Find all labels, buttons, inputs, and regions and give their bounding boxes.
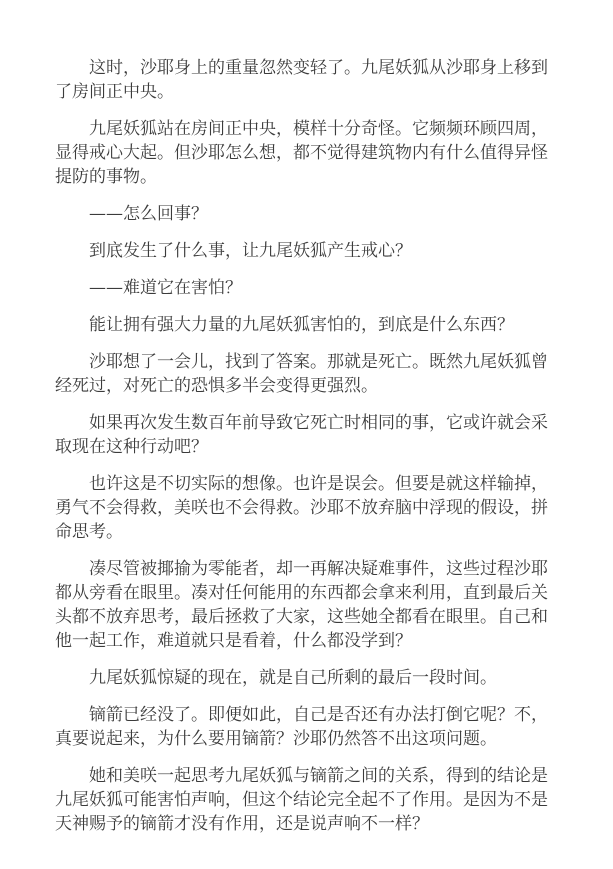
paragraph-1: 这时，沙耶身上的重量忽然变轻了。九尾妖狐从沙耶身上移到了房间正中央。 bbox=[55, 58, 548, 102]
paragraph-8: 如果再次发生数百年前导致它死亡时相同的事，它或许就会采取现在这种行动吧？ bbox=[55, 413, 548, 457]
paragraph-5: ——难道它在害怕？ bbox=[89, 278, 242, 298]
paragraph-9: 也许这是不切实际的想像。也许是误会。但要是就这样输掉，勇气不会得救，美咲也不会得救。沙耶不放弃脑中浮现的假设，拼命思考。 bbox=[55, 474, 548, 542]
paragraph-11: 九尾妖狐惊疑的现在，就是自己所剩的最后一段时间。 bbox=[89, 668, 497, 688]
paragraph-6: 能让拥有强大力量的九尾妖狐害怕的，到底是什么东西？ bbox=[89, 315, 514, 335]
paragraph-7: 沙耶想了一会儿，找到了答案。那就是死亡。既然九尾妖狐曾经死过，对死亡的恐惧多半会变得更强烈。 bbox=[55, 352, 548, 396]
paragraph-10: 凑尽管被揶揄为零能者，却一再解决疑难事件，这些过程沙耶都从旁看在眼里。凑对任何能用的东西都会拿来利用，直到最后关头都不放弃思考，最后拯救了大家，这些她全都看在眼里。自己和他一起工作，难道就只是看着，什么都没学到？ bbox=[55, 559, 548, 651]
paragraph-3: ——怎么回事？ bbox=[89, 204, 208, 224]
paragraph-4: 到底发生了什么事，让九尾妖狐产生戒心？ bbox=[89, 241, 412, 261]
paragraph-12: 镝箭已经没了。即便如此，自己是否还有办法打倒它呢？不，真要说起来，为什么要用镝箭？沙耶仍然答不出这项问题。 bbox=[55, 705, 548, 749]
paragraph-13: 她和美咲一起思考九尾妖狐与镝箭之间的关系，得到的结论是九尾妖狐可能害怕声响，但这个结论完全起不了作用。是因为不是天神赐予的镝箭才没有作用，还是说声响不一样？ bbox=[55, 766, 548, 834]
paragraph-2: 九尾妖狐站在房间正中央，模样十分奇怪。它频频环顾四周，显得戒心大起。但沙耶怎么想，都不觉得建筑物内有什么值得异怪提防的事物。 bbox=[55, 119, 548, 187]
